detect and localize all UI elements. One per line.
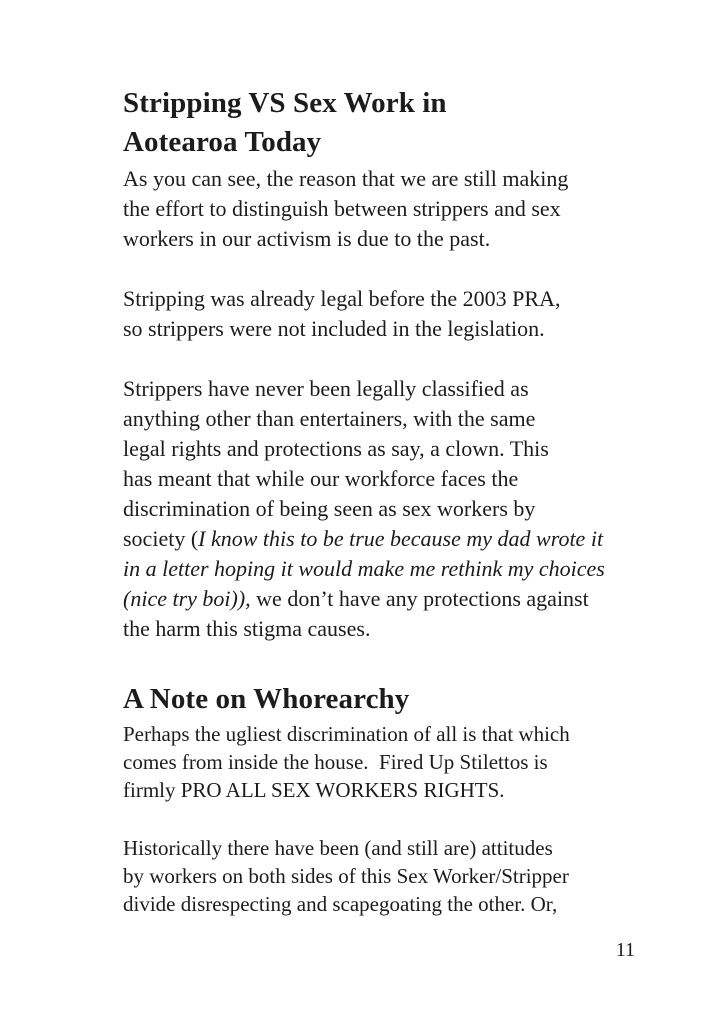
text-segment: Strippers have never been legally classified as [123,376,529,401]
text-line [123,862,638,890]
italic-text-segment: in a letter hoping it would make me rethink my choices [123,556,605,581]
text-line [123,224,638,254]
text-segment: legal rights and protections as say, a clown. This [123,436,549,461]
text-segment: workers in our activism is due to the past. [123,226,491,251]
text-segment: so strippers were not included in the legislation. [123,316,545,341]
text-segment: Historically there have been (and still are) attitudes [123,836,553,860]
text-segment: Stripping was already legal before the 2003 PRA, [123,286,561,311]
text-segment: Perhaps the ugliest discrimination of all is that which [123,722,570,746]
text-line [123,554,638,584]
text-line [123,748,638,776]
text-line [123,720,638,748]
text-line [123,194,638,224]
paragraph [123,284,638,344]
text-segment: discrimination of being seen as sex workers by [123,496,536,521]
text-column [123,84,638,918]
text-line [123,464,638,494]
text-line [123,284,638,314]
section-heading-whorearchy: A Note on Whorearchy [123,683,410,715]
text-line [123,524,638,554]
paragraph [123,834,638,918]
paragraph [123,720,638,804]
text-segment: firmly PRO ALL SEX WORKERS RIGHTS. [123,778,505,802]
paragraph [123,374,638,644]
text-segment: the harm this stigma causes. [123,616,371,641]
page-number: 11 [615,939,635,961]
paragraph [123,164,638,254]
text-line [123,404,638,434]
page-title-line-2: Aotearoa Today [123,126,322,158]
text-line [123,314,638,344]
text-line [123,584,638,614]
section-stripping-vs-sex-work-body [123,164,638,644]
text-segment: divide disrespecting and scapegoating the other. Or, [123,892,558,916]
page-title-line-1: Stripping VS Sex Work in [123,87,447,119]
page-title [123,84,638,162]
text-segment: comes from inside the house. Fired Up Stilettos is [123,750,548,774]
text-line [123,494,638,524]
text-segment: we don’t have any protections against [250,586,589,611]
text-segment: anything other than entertainers, with the same [123,406,536,431]
text-line [123,776,638,804]
text-segment: As you can see, the reason that we are still making [123,166,569,191]
text-line [123,374,638,404]
text-line [123,890,638,918]
text-line [123,164,638,194]
text-segment: by workers on both sides of this Sex Worker/Stripper [123,864,569,888]
italic-text-segment: I know this to be true because my dad wrote it [198,526,604,551]
text-line [123,434,638,464]
text-segment: has meant that while our workforce faces the [123,466,519,491]
text-segment: society ( [123,526,199,551]
text-line [123,614,638,644]
italic-text-segment: (nice try boi)), [123,586,251,611]
text-line [123,834,638,862]
text-segment: the effort to distinguish between strippers and sex [123,196,561,221]
section-whorearchy-body [123,720,638,918]
